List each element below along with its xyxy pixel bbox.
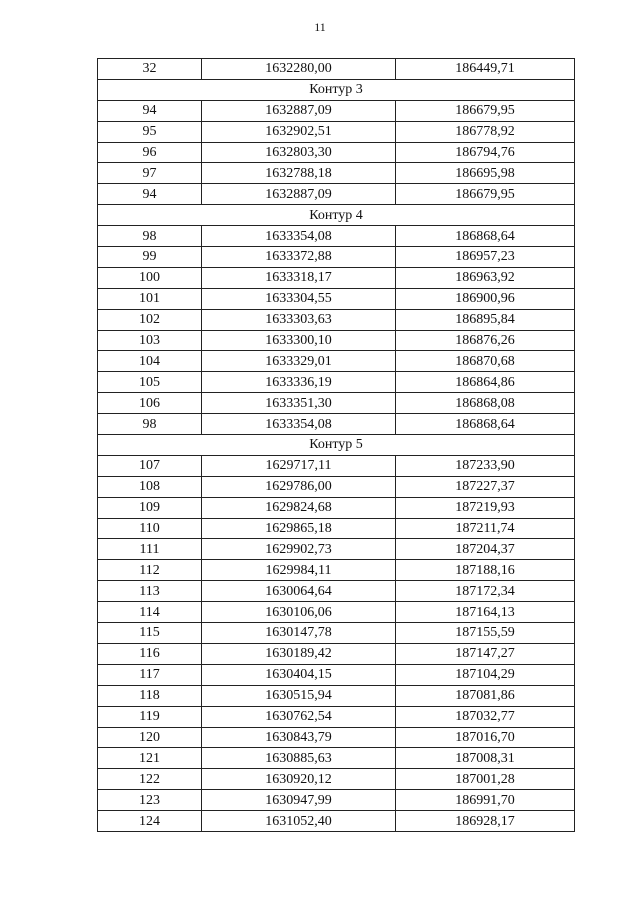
table-row: [98, 623, 575, 644]
x-coordinate-cell: 1633351,30: [202, 393, 396, 414]
contour-header-row: [98, 79, 575, 100]
point-number-cell: 95: [98, 121, 202, 142]
x-coordinate-cell: 1631052,40: [202, 811, 396, 832]
page-number: 11: [314, 20, 326, 34]
x-coordinate-cell: 1633300,10: [202, 330, 396, 351]
table-row: [98, 790, 575, 811]
x-coordinate-cell: 1632788,18: [202, 163, 396, 184]
y-coordinate-cell: 186679,95: [396, 100, 575, 121]
point-number-cell: 113: [98, 581, 202, 602]
table-row: [98, 372, 575, 393]
table-row: [98, 163, 575, 184]
y-coordinate-cell: 186794,76: [396, 142, 575, 163]
point-number-cell: 116: [98, 643, 202, 664]
x-coordinate-cell: 1633329,01: [202, 351, 396, 372]
point-number-cell: 111: [98, 539, 202, 560]
y-coordinate-cell: 186778,92: [396, 121, 575, 142]
table-row: [98, 309, 575, 330]
x-coordinate-cell: 1630885,63: [202, 748, 396, 769]
table-row: [98, 59, 575, 80]
table-row: [98, 560, 575, 581]
y-coordinate-cell: 187204,37: [396, 539, 575, 560]
table-row: [98, 706, 575, 727]
coordinates-table-body: [98, 59, 575, 832]
point-number-cell: 106: [98, 393, 202, 414]
y-coordinate-cell: 186895,84: [396, 309, 575, 330]
contour-label: Контур 5: [98, 435, 575, 456]
y-coordinate-cell: 187219,93: [396, 497, 575, 518]
x-coordinate-cell: 1633304,55: [202, 288, 396, 309]
y-coordinate-cell: 186868,64: [396, 226, 575, 247]
y-coordinate-cell: 187008,31: [396, 748, 575, 769]
y-coordinate-cell: 186868,08: [396, 393, 575, 414]
x-coordinate-cell: 1630762,54: [202, 706, 396, 727]
table-row: [98, 581, 575, 602]
x-coordinate-cell: 1629865,18: [202, 518, 396, 539]
table-row: [98, 518, 575, 539]
table-row: [98, 226, 575, 247]
y-coordinate-cell: 187172,34: [396, 581, 575, 602]
point-number-cell: 101: [98, 288, 202, 309]
x-coordinate-cell: 1632803,30: [202, 142, 396, 163]
table-row: [98, 539, 575, 560]
table-row: [98, 184, 575, 205]
y-coordinate-cell: 187032,77: [396, 706, 575, 727]
y-coordinate-cell: 187001,28: [396, 769, 575, 790]
point-number-cell: 115: [98, 623, 202, 644]
point-number-cell: 104: [98, 351, 202, 372]
y-coordinate-cell: 187233,90: [396, 455, 575, 476]
y-coordinate-cell: 187188,16: [396, 560, 575, 581]
point-number-cell: 119: [98, 706, 202, 727]
y-coordinate-cell: 187081,86: [396, 685, 575, 706]
x-coordinate-cell: 1633303,63: [202, 309, 396, 330]
point-number-cell: 102: [98, 309, 202, 330]
point-number-cell: 105: [98, 372, 202, 393]
table-row: [98, 811, 575, 832]
x-coordinate-cell: 1630920,12: [202, 769, 396, 790]
point-number-cell: 98: [98, 414, 202, 435]
y-coordinate-cell: 186957,23: [396, 247, 575, 268]
point-number-cell: 118: [98, 685, 202, 706]
table-row: [98, 414, 575, 435]
table-row: [98, 497, 575, 518]
point-number-cell: 98: [98, 226, 202, 247]
x-coordinate-cell: 1630064,64: [202, 581, 396, 602]
point-number-cell: 121: [98, 748, 202, 769]
point-number-cell: 110: [98, 518, 202, 539]
y-coordinate-cell: 186695,98: [396, 163, 575, 184]
y-coordinate-cell: 187104,29: [396, 664, 575, 685]
point-number-cell: 112: [98, 560, 202, 581]
x-coordinate-cell: 1629984,11: [202, 560, 396, 581]
point-number-cell: 122: [98, 769, 202, 790]
table-row: [98, 247, 575, 268]
x-coordinate-cell: 1633372,88: [202, 247, 396, 268]
table-row: [98, 330, 575, 351]
table-row: [98, 727, 575, 748]
x-coordinate-cell: 1633318,17: [202, 267, 396, 288]
table-row: [98, 769, 575, 790]
table-row: [98, 121, 575, 142]
point-number-cell: 97: [98, 163, 202, 184]
table-row: [98, 142, 575, 163]
point-number-cell: 103: [98, 330, 202, 351]
table-row: [98, 455, 575, 476]
x-coordinate-cell: 1632887,09: [202, 100, 396, 121]
point-number-cell: 123: [98, 790, 202, 811]
point-number-cell: 117: [98, 664, 202, 685]
x-coordinate-cell: 1630843,79: [202, 727, 396, 748]
y-coordinate-cell: 186868,64: [396, 414, 575, 435]
y-coordinate-cell: 187211,74: [396, 518, 575, 539]
table-row: [98, 476, 575, 497]
point-number-cell: 94: [98, 100, 202, 121]
point-number-cell: 96: [98, 142, 202, 163]
x-coordinate-cell: 1629717,11: [202, 455, 396, 476]
table-row: [98, 602, 575, 623]
x-coordinate-cell: 1630947,99: [202, 790, 396, 811]
table-row: [98, 267, 575, 288]
y-coordinate-cell: 186963,92: [396, 267, 575, 288]
y-coordinate-cell: 187164,13: [396, 602, 575, 623]
x-coordinate-cell: 1630515,94: [202, 685, 396, 706]
coordinates-table: [97, 58, 575, 832]
x-coordinate-cell: 1633336,19: [202, 372, 396, 393]
table-row: [98, 748, 575, 769]
point-number-cell: 124: [98, 811, 202, 832]
y-coordinate-cell: 187227,37: [396, 476, 575, 497]
contour-header-row: [98, 205, 575, 226]
y-coordinate-cell: 186870,68: [396, 351, 575, 372]
y-coordinate-cell: 186864,86: [396, 372, 575, 393]
point-number-cell: 120: [98, 727, 202, 748]
y-coordinate-cell: 186449,71: [396, 59, 575, 80]
point-number-cell: 32: [98, 59, 202, 80]
x-coordinate-cell: 1632887,09: [202, 184, 396, 205]
contour-label: Контур 3: [98, 79, 575, 100]
point-number-cell: 107: [98, 455, 202, 476]
point-number-cell: 109: [98, 497, 202, 518]
x-coordinate-cell: 1629786,00: [202, 476, 396, 497]
x-coordinate-cell: 1632280,00: [202, 59, 396, 80]
contour-header-row: [98, 435, 575, 456]
y-coordinate-cell: 186900,96: [396, 288, 575, 309]
table-row: [98, 288, 575, 309]
table-row: [98, 393, 575, 414]
x-coordinate-cell: 1630106,06: [202, 602, 396, 623]
table-row: [98, 664, 575, 685]
x-coordinate-cell: 1633354,08: [202, 226, 396, 247]
x-coordinate-cell: 1632902,51: [202, 121, 396, 142]
table-row: [98, 643, 575, 664]
x-coordinate-cell: 1629824,68: [202, 497, 396, 518]
table-row: [98, 685, 575, 706]
point-number-cell: 94: [98, 184, 202, 205]
table-row: [98, 351, 575, 372]
point-number-cell: 108: [98, 476, 202, 497]
y-coordinate-cell: 187016,70: [396, 727, 575, 748]
x-coordinate-cell: 1630404,15: [202, 664, 396, 685]
contour-label: Контур 4: [98, 205, 575, 226]
point-number-cell: 114: [98, 602, 202, 623]
x-coordinate-cell: 1633354,08: [202, 414, 396, 435]
y-coordinate-cell: 186876,26: [396, 330, 575, 351]
x-coordinate-cell: 1629902,73: [202, 539, 396, 560]
y-coordinate-cell: 186679,95: [396, 184, 575, 205]
y-coordinate-cell: 187155,59: [396, 623, 575, 644]
point-number-cell: 100: [98, 267, 202, 288]
y-coordinate-cell: 186991,70: [396, 790, 575, 811]
y-coordinate-cell: 186928,17: [396, 811, 575, 832]
y-coordinate-cell: 187147,27: [396, 643, 575, 664]
x-coordinate-cell: 1630147,78: [202, 623, 396, 644]
point-number-cell: 99: [98, 247, 202, 268]
x-coordinate-cell: 1630189,42: [202, 643, 396, 664]
table-row: [98, 100, 575, 121]
